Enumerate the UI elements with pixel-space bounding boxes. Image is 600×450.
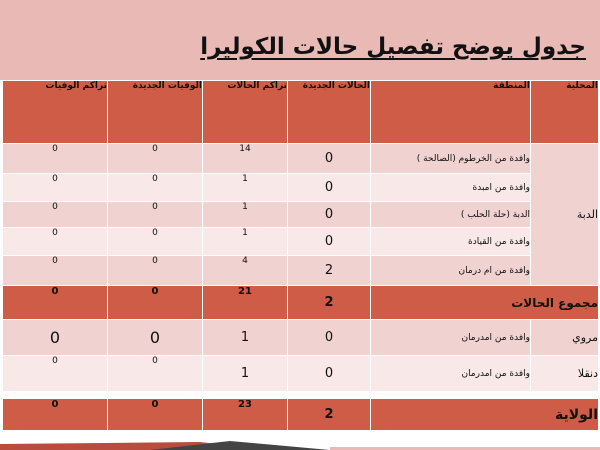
- region-cell: وافدة من القيادة: [371, 228, 531, 256]
- cumulative-deaths-cell: 0: [3, 356, 108, 392]
- state-total-row: [3, 399, 599, 431]
- header-locality: المحلية: [531, 81, 599, 144]
- spacer-cell: [3, 392, 599, 399]
- subtotal-row: [3, 286, 599, 320]
- new-deaths-cell: 0: [108, 256, 203, 286]
- locality-cell: مروي: [531, 320, 599, 356]
- spacer-row: [3, 392, 599, 399]
- cholera-table: [2, 80, 599, 431]
- subtotal-cumulative-cases: 21: [203, 286, 288, 320]
- new-deaths-cell: 0: [108, 174, 203, 202]
- region-cell: وافدة من ام درمان: [371, 256, 531, 286]
- region-cell: وافدة من امدرمان: [371, 356, 531, 392]
- cumulative-cases-cell: 1: [203, 202, 288, 228]
- new-cases-cell: 0: [288, 174, 371, 202]
- state-cumulative-deaths: 0: [3, 399, 108, 431]
- cumulative-deaths-cell: 0: [3, 174, 108, 202]
- new-deaths-cell: 0: [108, 144, 203, 174]
- region-cell: وافدة من الخرطوم (الصالحة ): [371, 144, 531, 174]
- subtotal-label: مجموع الحالات: [371, 286, 599, 320]
- cumulative-cases-cell: 1: [203, 228, 288, 256]
- new-deaths-cell: 0: [108, 320, 203, 356]
- subtotal-cumulative-deaths: 0: [3, 286, 108, 320]
- state-total-label: الولاية: [371, 399, 599, 431]
- state-cumulative-cases: 23: [203, 399, 288, 431]
- new-deaths-cell: 0: [108, 202, 203, 228]
- new-cases-cell: 2: [288, 256, 371, 286]
- cumulative-cases-cell: 1: [203, 174, 288, 202]
- new-cases-cell: 0: [288, 202, 371, 228]
- cumulative-cases-cell: 14: [203, 144, 288, 174]
- state-new-cases: 2: [288, 399, 371, 431]
- bottom-decoration: [0, 438, 600, 450]
- region-cell: الدبة (حلة الحلب ): [371, 202, 531, 228]
- table-row: [3, 202, 599, 228]
- cumulative-deaths-cell: 0: [3, 202, 108, 228]
- cumulative-cases-cell: 1: [203, 356, 288, 392]
- subtotal-new-cases: 2: [288, 286, 371, 320]
- cumulative-cases-cell: 1: [203, 320, 288, 356]
- table-row: [3, 174, 599, 202]
- table-row: [3, 228, 599, 256]
- page-title: جدول يوضح تفصيل حالات الكوليرا: [200, 34, 586, 60]
- new-cases-cell: 0: [288, 144, 371, 174]
- region-cell: وافدة من امبدة: [371, 174, 531, 202]
- header-region: المنطقة: [371, 81, 531, 144]
- region-cell: وافدة من امدرمان: [371, 320, 531, 356]
- new-cases-cell: 0: [288, 320, 371, 356]
- header-new-deaths: الوفيات الجديدة: [108, 81, 203, 144]
- table-row: [3, 320, 599, 356]
- table-row: [3, 144, 599, 174]
- header-new-cases: الحالات الجديدة: [288, 81, 371, 144]
- cumulative-deaths-cell: 0: [3, 320, 108, 356]
- header-row: [3, 81, 599, 144]
- new-deaths-cell: 0: [108, 228, 203, 256]
- new-cases-cell: 0: [288, 228, 371, 256]
- locality-cell: الدبة: [531, 144, 599, 286]
- state-new-deaths: 0: [108, 399, 203, 431]
- new-cases-cell: 0: [288, 356, 371, 392]
- cumulative-deaths-cell: 0: [3, 144, 108, 174]
- cumulative-cases-cell: 4: [203, 256, 288, 286]
- subtotal-new-deaths: 0: [108, 286, 203, 320]
- header-cumulative-cases: تراكم الحالات: [203, 81, 288, 144]
- new-deaths-cell: 0: [108, 356, 203, 392]
- table-row: [3, 356, 599, 392]
- cumulative-deaths-cell: 0: [3, 256, 108, 286]
- cumulative-deaths-cell: 0: [3, 228, 108, 256]
- table-row: [3, 256, 599, 286]
- locality-cell: دنقلا: [531, 356, 599, 392]
- header-cumulative-deaths: تراكم الوفيات: [3, 81, 108, 144]
